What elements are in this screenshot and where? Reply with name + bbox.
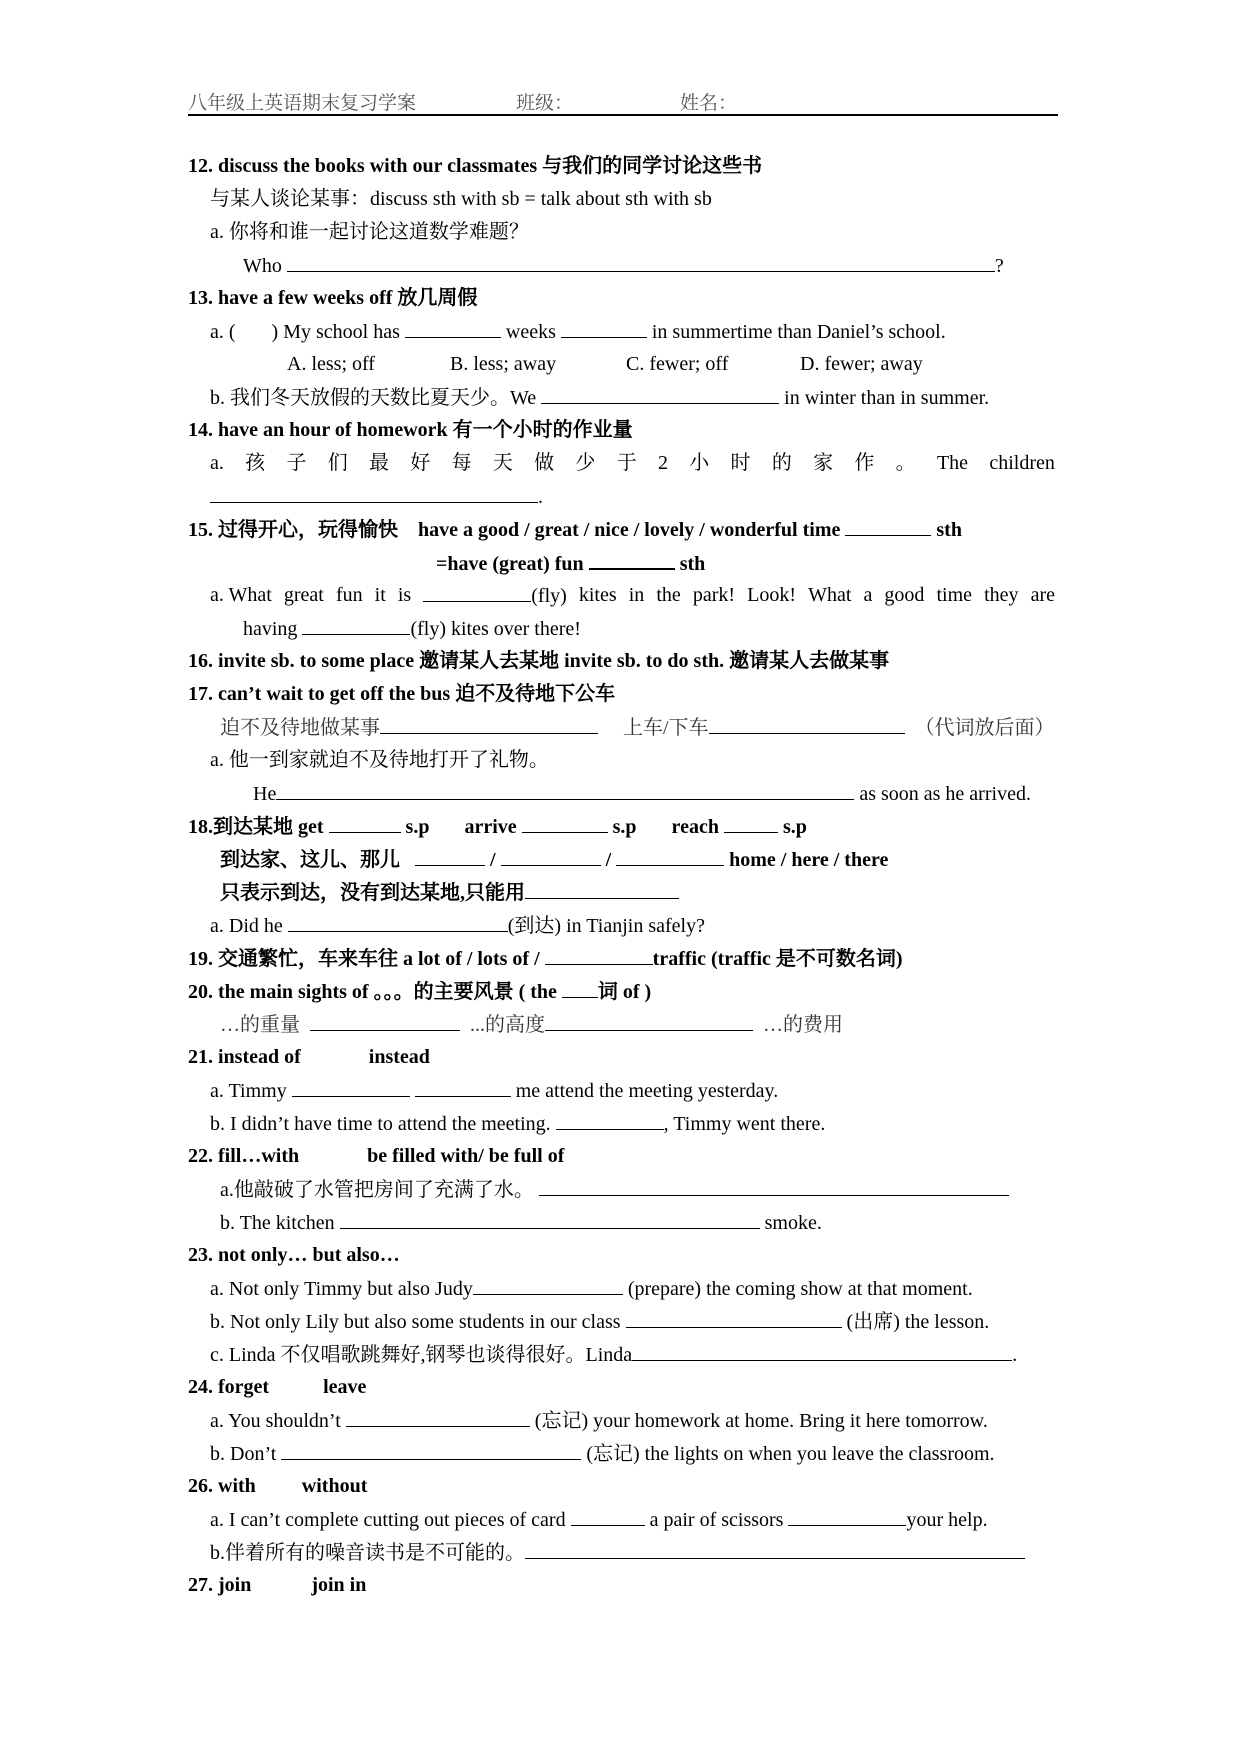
option-c: C. fewer; off bbox=[626, 353, 729, 375]
word: it bbox=[374, 584, 386, 606]
weeks-text: weeks bbox=[505, 321, 556, 343]
item-26-a-mid: a pair of scissors bbox=[649, 1509, 784, 1531]
word: 天 bbox=[492, 452, 513, 474]
blank[interactable] bbox=[626, 1307, 842, 1328]
word: 小 bbox=[689, 452, 710, 474]
item-26-title bbox=[188, 1472, 367, 1500]
word: children bbox=[989, 452, 1055, 474]
forget-text: 24. forget bbox=[188, 1376, 270, 1398]
word: 做 bbox=[534, 452, 555, 474]
blank[interactable] bbox=[281, 1439, 581, 1460]
traffic-text: traffic (traffic 是不可数名词) bbox=[652, 948, 903, 970]
item-18-title-text: 18.到达某地 get bbox=[188, 816, 324, 838]
word: 最 bbox=[369, 452, 390, 474]
item-13-a-tail: in summertime than Daniel’s school. bbox=[651, 321, 946, 343]
word: a. bbox=[210, 452, 224, 474]
item-22-b-text: b. The kitchen bbox=[220, 1212, 335, 1234]
having-text: having bbox=[243, 618, 298, 640]
blank[interactable] bbox=[724, 812, 778, 833]
blank[interactable] bbox=[340, 1208, 760, 1229]
item-13-b bbox=[210, 383, 989, 412]
item-23-a-tail: (prepare) the coming show at that moment. bbox=[627, 1278, 973, 1300]
word: a bbox=[863, 584, 873, 606]
word: 于 bbox=[616, 452, 637, 474]
item-26-b-text: b.伴着所有的噪音读书是不可能的。 bbox=[210, 1542, 525, 1564]
blank[interactable] bbox=[346, 1406, 530, 1427]
blank[interactable] bbox=[545, 1010, 753, 1031]
item-18-a-tail: (到达) in Tianjin safely? bbox=[507, 915, 705, 937]
blank[interactable] bbox=[709, 713, 905, 734]
item-15-a2 bbox=[243, 614, 581, 643]
item-14-answer-line bbox=[210, 482, 543, 511]
blank[interactable] bbox=[545, 944, 653, 965]
item-13-a bbox=[210, 317, 946, 346]
item-26-a bbox=[210, 1505, 988, 1534]
blank[interactable] bbox=[288, 911, 508, 932]
option-d: D. fewer; away bbox=[800, 353, 923, 375]
item-14-a bbox=[210, 449, 1055, 477]
home-here-there-cn: 到达家、这儿、那儿 bbox=[220, 849, 400, 871]
option-a: A. less; off bbox=[287, 353, 375, 375]
blank[interactable] bbox=[329, 812, 401, 833]
item-12-note: 与某人谈论某事：discuss sth with sb = talk about sth with sb bbox=[210, 188, 712, 210]
word: are bbox=[1030, 584, 1055, 606]
item-26-b bbox=[210, 1538, 1025, 1567]
blank[interactable] bbox=[380, 713, 598, 734]
item-21-a bbox=[210, 1076, 778, 1105]
blank[interactable] bbox=[415, 845, 485, 866]
name-label: 姓名： bbox=[680, 93, 738, 114]
fly-blank-group bbox=[423, 581, 567, 610]
word: 时 bbox=[730, 452, 751, 474]
blank[interactable] bbox=[522, 812, 608, 833]
blank[interactable] bbox=[473, 1274, 623, 1295]
instead-text: instead bbox=[368, 1046, 430, 1068]
header-title: 八年级上英语期末复习学案 bbox=[188, 93, 417, 114]
item-24-b bbox=[210, 1439, 995, 1468]
item-22-title bbox=[188, 1142, 564, 1170]
reach-text: reach bbox=[671, 816, 719, 838]
word: 家 bbox=[813, 452, 834, 474]
blank[interactable] bbox=[210, 482, 538, 503]
item-18-line2 bbox=[220, 845, 888, 874]
item-24-a bbox=[210, 1406, 988, 1435]
word: 的 bbox=[771, 452, 792, 474]
item-23-b-text: b. Not only Lily but also some students in our class bbox=[210, 1311, 621, 1333]
only-arrive-text: 只表示到达，没有到达某地,只能用 bbox=[220, 882, 525, 904]
item-15-line2 bbox=[436, 548, 705, 578]
item-23-b bbox=[210, 1307, 989, 1336]
have-fun-text: =have (great) fun bbox=[436, 553, 584, 575]
word: kites bbox=[578, 584, 617, 606]
slash: / bbox=[605, 849, 612, 871]
item-22-a bbox=[220, 1175, 1009, 1204]
blank[interactable] bbox=[287, 251, 995, 272]
item-24-b-tail: (忘记) the lights on when you leave the classroom. bbox=[586, 1443, 995, 1465]
item-23-title: 23. not only… but also… bbox=[188, 1244, 400, 1266]
class-label: 班级： bbox=[516, 93, 574, 114]
sp-text: s.p bbox=[782, 816, 807, 838]
item-27-title bbox=[188, 1571, 366, 1599]
instead-of-text: 21. instead of bbox=[188, 1046, 301, 1068]
period: . bbox=[538, 486, 543, 508]
item-15-title bbox=[188, 515, 962, 544]
item-21-a-text: a. Timmy bbox=[210, 1080, 287, 1102]
word: in bbox=[628, 584, 645, 606]
item-15-title-en: have a good / great / nice / lovely / wonderful time bbox=[418, 519, 841, 541]
word: 作 bbox=[854, 452, 875, 474]
item-24-a-text: a. You shouldn’t bbox=[210, 1410, 341, 1432]
item-23-b-tail: (出席) the lesson. bbox=[846, 1311, 990, 1333]
without-text: without bbox=[301, 1475, 368, 1497]
item-18-title bbox=[188, 812, 807, 841]
sp-text: s.p bbox=[405, 816, 430, 838]
page-header bbox=[188, 84, 1058, 116]
blank[interactable] bbox=[845, 515, 931, 536]
item-13-a-text: ) My school has bbox=[271, 321, 400, 343]
arrive-text: arrive bbox=[464, 816, 517, 838]
item-19-title-text: 19. 交通繁忙，车来车往 a lot of / lots of / bbox=[188, 948, 540, 970]
word: time bbox=[936, 584, 972, 606]
word: 们 bbox=[327, 452, 348, 474]
fly-hint: (fly) bbox=[531, 585, 567, 607]
word: Look! bbox=[747, 584, 796, 606]
be-filled-with-text: be filled with/ be full of bbox=[367, 1145, 565, 1167]
blank[interactable] bbox=[525, 1538, 1025, 1559]
item-17-tail: as soon as he arrived. bbox=[859, 783, 1031, 805]
blank[interactable] bbox=[525, 878, 679, 899]
open-paren: a. ( bbox=[210, 321, 236, 343]
item-13-title: 13. have a few weeks off 放几周假 bbox=[188, 287, 478, 309]
item-22-a-text: a.他敲破了水管把房间了充满了水。 bbox=[220, 1179, 534, 1201]
sp-text: s.p bbox=[612, 816, 637, 838]
blank[interactable] bbox=[292, 1076, 410, 1097]
slash: / bbox=[490, 849, 496, 871]
leave-text: leave bbox=[323, 1376, 367, 1398]
item-15-title-cn: 15. 过得开心，玩得愉快 bbox=[188, 519, 398, 541]
word: great bbox=[283, 584, 324, 606]
item-21-a-tail: me attend the meeting yesterday. bbox=[515, 1080, 779, 1102]
blank[interactable] bbox=[310, 1010, 460, 1031]
item-22-b bbox=[220, 1208, 822, 1237]
word: 孩 bbox=[245, 452, 266, 474]
word: 。 bbox=[895, 452, 916, 474]
item-23-a-text: a. Not only Timmy but also Judy bbox=[210, 1278, 473, 1300]
cost-text: …的费用 bbox=[763, 1014, 843, 1036]
blank[interactable] bbox=[556, 1109, 664, 1130]
word: is bbox=[397, 584, 412, 606]
item-21-b bbox=[210, 1109, 825, 1138]
word: 少 bbox=[575, 452, 596, 474]
item-14-title: 14. have an hour of homework 有一个小时的作业量 bbox=[188, 419, 633, 441]
blank[interactable] bbox=[632, 1340, 1012, 1361]
blank[interactable] bbox=[571, 1505, 645, 1526]
item-13-b-text: b. 我们冬天放假的天数比夏天少。We bbox=[210, 387, 537, 409]
item-17-title: 17. can’t wait to get off the bus 迫不及待地下公车 bbox=[188, 683, 616, 705]
item-20-notes bbox=[220, 1010, 843, 1039]
home-here-there-en: home / here / there bbox=[729, 849, 889, 871]
question-mark: ? bbox=[994, 255, 1004, 277]
period: . bbox=[1012, 1344, 1018, 1366]
item-24-b-text: b. Don’t bbox=[210, 1443, 277, 1465]
join-text: 27. join bbox=[188, 1574, 252, 1596]
word: The bbox=[936, 452, 969, 474]
item-16-title: 16. invite sb. to some place 邀请某人去某地 invite sb. to do sth. 邀请某人去做某事 bbox=[188, 650, 890, 672]
word: good bbox=[884, 584, 925, 606]
word: fun bbox=[335, 584, 363, 606]
blank[interactable] bbox=[276, 779, 854, 800]
item-24-a-tail: (忘记) your homework at home. Bring it here tomorrow. bbox=[534, 1410, 988, 1432]
fill-with-text: 22. fill…with bbox=[188, 1145, 300, 1167]
blank[interactable] bbox=[788, 1505, 906, 1526]
item-20-title bbox=[188, 977, 651, 1006]
item-17-note bbox=[220, 713, 1055, 742]
blank[interactable] bbox=[501, 845, 601, 866]
height-text: ...的高度 bbox=[470, 1014, 545, 1036]
ci-of-text: 词 of ) bbox=[597, 981, 652, 1003]
item-17-answer-line bbox=[253, 779, 1031, 808]
item-13-b-tail: in winter than in summer. bbox=[784, 387, 990, 409]
item-24-title bbox=[188, 1373, 366, 1401]
blank[interactable] bbox=[302, 614, 410, 635]
join-in-text: join in bbox=[311, 1574, 367, 1596]
note-wait: 迫不及待地做某事 bbox=[220, 717, 380, 739]
blank[interactable] bbox=[405, 317, 501, 338]
sth-text: sth bbox=[936, 519, 962, 541]
blank[interactable] bbox=[539, 1175, 1009, 1196]
item-26-a-tail: your help. bbox=[906, 1509, 988, 1531]
item-17-a: a. 他一到家就迫不及待地打开了礼物。 bbox=[210, 749, 549, 771]
item-20-title-text: 20. the main sights of 。。。的主要风景 ( the bbox=[188, 981, 557, 1003]
item-21-title bbox=[188, 1043, 430, 1071]
item-22-b-tail: smoke. bbox=[764, 1212, 822, 1234]
he-text: He bbox=[253, 783, 277, 805]
item-18-a-text: a. Did he bbox=[210, 915, 283, 937]
item-26-a-text: a. I can’t complete cutting out pieces of card bbox=[210, 1509, 566, 1531]
item-18-line3 bbox=[220, 878, 679, 907]
note-pronoun: （代词放后面） bbox=[914, 717, 1055, 739]
word: 每 bbox=[451, 452, 472, 474]
item-15-a2-tail: (fly) kites over there! bbox=[410, 618, 581, 640]
word: they bbox=[984, 584, 1019, 606]
weight-text: …的重量 bbox=[220, 1014, 300, 1036]
note-get-on-off: 上车/下车 bbox=[623, 717, 709, 739]
blank[interactable] bbox=[616, 845, 724, 866]
item-12-a: a. 你将和谁一起讨论这道数学难题？ bbox=[210, 221, 529, 243]
item-12-title: 12. discuss the books with our classmates 与我们的同学讨论这些书 bbox=[188, 155, 763, 177]
word: What bbox=[808, 584, 852, 606]
item-21-b-text: b. I didn’t have time to attend the meeting. bbox=[210, 1113, 551, 1135]
item-15-a1 bbox=[210, 581, 1055, 610]
item-18-a bbox=[210, 911, 705, 940]
blank[interactable] bbox=[589, 548, 675, 570]
item-23-c bbox=[210, 1340, 1017, 1369]
word: a. What bbox=[210, 584, 272, 606]
word: 好 bbox=[410, 452, 431, 474]
item-23-c-text: c. Linda 不仅唱歌跳舞好,钢琴也谈得很好。Linda bbox=[210, 1344, 633, 1366]
with-text: 26. with bbox=[188, 1475, 256, 1497]
blank[interactable] bbox=[415, 1076, 511, 1097]
item-19-title bbox=[188, 944, 903, 973]
sth-text: sth bbox=[679, 553, 706, 575]
blank[interactable] bbox=[561, 317, 647, 338]
blank[interactable] bbox=[423, 581, 531, 602]
item-21-b-tail: , Timmy went there. bbox=[663, 1113, 826, 1135]
item-23-a bbox=[210, 1274, 973, 1303]
who-text: Who bbox=[243, 255, 282, 277]
word: 子 bbox=[286, 452, 307, 474]
word: 2 bbox=[657, 452, 668, 474]
option-b: B. less; away bbox=[450, 353, 557, 375]
blank[interactable] bbox=[562, 977, 598, 998]
word: the bbox=[656, 584, 681, 606]
blank[interactable] bbox=[541, 383, 779, 404]
word: park! bbox=[692, 584, 736, 606]
item-12-answer-line bbox=[243, 251, 1004, 280]
